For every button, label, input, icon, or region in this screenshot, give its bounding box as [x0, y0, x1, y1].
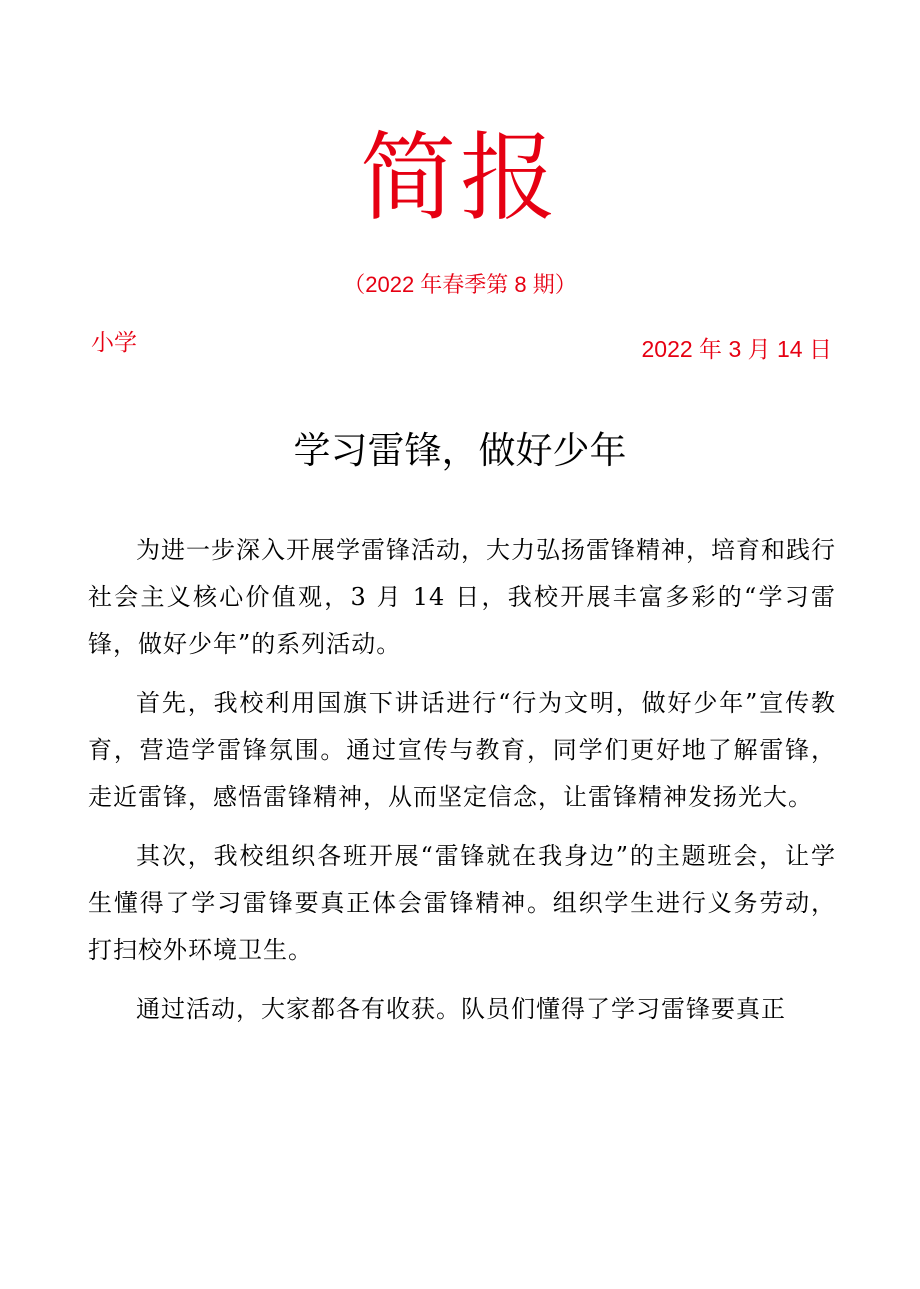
article-title: 学习雷锋，做好少年: [293, 429, 627, 472]
issue-number: （2022 年春季第 8 期）: [343, 272, 577, 297]
organization-name: 小学: [91, 329, 137, 355]
article-body: [88, 527, 836, 1045]
article-paragraph: 其次，我校组织各班开展“雷锋就在我身边”的主题班会，让学生懂得了学习雷锋要真正体会雷锋精神。组织学生进行义务劳动，打扫校外环境卫生。: [88, 842, 836, 964]
article-paragraph: 首先，我校利用国旗下讲话进行“行为文明，做好少年”宣传教育，营造学雷锋氛围。通过宣传与教育，同学们更好地了解雷锋，走近雷锋，感悟雷锋精神，从而坚定信念，让雷锋精神发扬光大。: [88, 689, 836, 811]
article-paragraph: 为进一步深入开展学雷锋活动，大力弘扬雷锋精神，培育和践行社会主义核心价值观，3 月 14 日，我校开展丰富多彩的“学习雷锋，做好少年”的系列活动。: [88, 536, 836, 658]
masthead-title: 简报: [360, 122, 560, 234]
issue-date: 2022 年 3 月 14 日: [641, 336, 832, 362]
article-paragraph: 通过活动，大家都各有收获。队员们懂得了学习雷锋要真正: [136, 995, 786, 1023]
